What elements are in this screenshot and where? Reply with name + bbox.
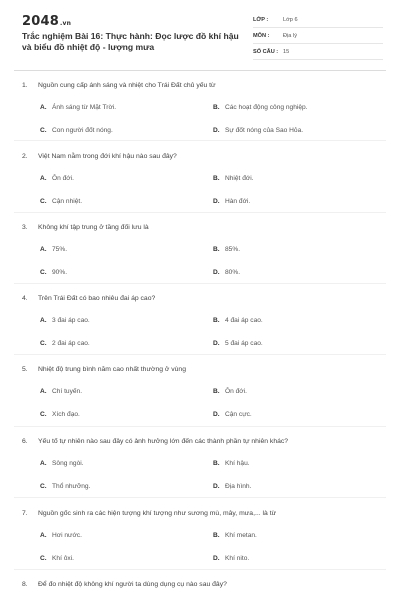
option-text: Sông ngòi. xyxy=(52,460,84,467)
question-stem: Nhiệt độ trung bình năm cao nhất thường ở vùng xyxy=(38,366,186,373)
option-letter: D. xyxy=(213,127,220,134)
meta-row-subject xyxy=(253,28,383,44)
question-number: 2. xyxy=(22,153,28,160)
option-d[interactable] xyxy=(213,127,303,134)
question-text xyxy=(22,153,382,160)
option-text: Nhiệt đới. xyxy=(225,175,254,182)
question-stem: Nguồn gốc sinh ra các hiện tượng khí tượng như sương mù, mây, mưa,... là từ xyxy=(38,510,277,517)
question-stem: Nguồn cung cấp ánh sáng và nhiệt cho Trái Đất chủ yếu từ xyxy=(38,82,216,89)
option-letter: B. xyxy=(213,388,220,395)
question-number: 7. xyxy=(22,510,28,517)
meta-row-grade xyxy=(253,12,383,28)
question-stem: Yếu tố tự nhiên nào sau đây có ảnh hưởng lớn đến các thành phần tự nhiên khác? xyxy=(38,438,289,445)
option-text: 5 đai áp cao. xyxy=(225,340,263,347)
option-d[interactable] xyxy=(213,269,240,276)
question-divider xyxy=(14,497,386,498)
meta-row-count xyxy=(253,44,383,60)
option-letter: B. xyxy=(213,175,220,182)
site-logo[interactable] xyxy=(22,14,71,29)
option-letter: C. xyxy=(40,483,47,490)
option-a[interactable] xyxy=(40,388,82,395)
option-letter: D. xyxy=(213,198,220,205)
option-text: Khí ôxi. xyxy=(52,555,74,562)
question-stem: Để đo nhiệt độ không khí người ta dùng dụng cụ nào sau đây? xyxy=(38,581,227,588)
option-letter: B. xyxy=(213,317,220,324)
header-divider xyxy=(14,70,386,71)
logo-text: 2048 xyxy=(22,14,59,29)
option-text: Chí tuyến. xyxy=(52,388,83,395)
question-number: 3. xyxy=(22,224,28,231)
option-b[interactable] xyxy=(213,460,250,467)
option-d[interactable] xyxy=(213,411,252,418)
option-text: Khí hậu. xyxy=(225,460,250,467)
option-letter: C. xyxy=(40,555,47,562)
question-text xyxy=(22,295,382,302)
option-text: Hàn đới. xyxy=(225,198,251,205)
option-a[interactable] xyxy=(40,532,82,539)
option-c[interactable] xyxy=(40,127,113,134)
question-divider xyxy=(14,569,386,570)
option-letter: B. xyxy=(213,246,220,253)
option-text: Con người đốt nóng. xyxy=(52,127,113,134)
meta-value: Địa lý xyxy=(283,32,297,39)
question-number: 5. xyxy=(22,366,28,373)
option-letter: D. xyxy=(213,555,220,562)
option-letter: A. xyxy=(40,317,47,324)
option-a[interactable] xyxy=(40,460,84,467)
option-b[interactable] xyxy=(213,317,263,324)
question-text xyxy=(22,510,382,517)
option-text: 80%. xyxy=(225,269,241,276)
option-text: Ôn đới. xyxy=(52,175,74,182)
option-a[interactable] xyxy=(40,317,90,324)
option-d[interactable] xyxy=(213,198,250,205)
option-text: 75%. xyxy=(52,246,68,253)
option-letter: C. xyxy=(40,340,47,347)
question-divider xyxy=(14,140,386,141)
option-c[interactable] xyxy=(40,411,80,418)
option-text: 4 đai áp cao. xyxy=(225,317,263,324)
option-letter: C. xyxy=(40,269,47,276)
option-letter: A. xyxy=(40,388,47,395)
meta-value: 15 xyxy=(283,48,290,55)
logo-suffix: .vn xyxy=(59,20,72,27)
option-text: Hơi nước. xyxy=(52,532,82,539)
option-c[interactable] xyxy=(40,269,67,276)
option-text: Cận nhiệt. xyxy=(52,198,83,205)
option-letter: D. xyxy=(213,483,220,490)
option-text: 2 đai áp cao. xyxy=(52,340,90,347)
option-letter: A. xyxy=(40,175,47,182)
option-text: Ôn đới. xyxy=(225,388,247,395)
question-number: 1. xyxy=(22,82,28,89)
option-text: 85%. xyxy=(225,246,241,253)
option-letter: C. xyxy=(40,127,47,134)
meta-key: LỚP : xyxy=(253,16,269,23)
option-d[interactable] xyxy=(213,483,251,490)
question-divider xyxy=(14,283,386,284)
question-divider xyxy=(14,426,386,427)
option-a[interactable] xyxy=(40,175,74,182)
option-c[interactable] xyxy=(40,198,82,205)
option-letter: C. xyxy=(40,411,47,418)
meta-value: Lớp 6 xyxy=(283,16,298,23)
question-stem: Trên Trái Đất có bao nhiêu đai áp cao? xyxy=(38,295,156,302)
option-text: Cận cực. xyxy=(225,411,252,418)
meta-key: SỐ CÂU : xyxy=(253,48,279,55)
option-letter: D. xyxy=(213,340,220,347)
option-letter: D. xyxy=(213,269,220,276)
option-b[interactable] xyxy=(213,246,240,253)
question-number: 8. xyxy=(22,581,28,588)
option-text: Địa hình. xyxy=(225,483,252,490)
question-text xyxy=(22,438,382,445)
page-title: Trắc nghiệm Bài 16: Thực hành: Đọc lược đồ khí hậu và biểu đồ nhiệt độ - lượng mưa xyxy=(22,31,239,52)
option-d[interactable] xyxy=(213,555,249,562)
option-text: Các hoạt động công nghiệp. xyxy=(225,104,308,111)
question-text xyxy=(22,581,382,588)
quiz-meta xyxy=(253,12,383,60)
option-b[interactable] xyxy=(213,175,254,182)
question-stem: Không khí tập trung ở tầng đối lưu là xyxy=(38,224,149,231)
option-letter: A. xyxy=(40,532,47,539)
option-b[interactable] xyxy=(213,388,247,395)
option-text: Xích đạo. xyxy=(52,411,80,418)
option-text: Thổ nhưỡng. xyxy=(52,483,91,490)
option-letter: A. xyxy=(40,104,47,111)
option-b[interactable] xyxy=(213,532,257,539)
option-b[interactable] xyxy=(213,104,308,111)
option-d[interactable] xyxy=(213,340,263,347)
option-letter: A. xyxy=(40,460,47,467)
question-stem: Việt Nam nằm trong đới khí hậu nào sau đây? xyxy=(38,153,177,160)
question-text xyxy=(22,366,382,373)
option-text: Ánh sáng từ Mặt Trời. xyxy=(52,104,117,111)
option-letter: A. xyxy=(40,246,47,253)
option-c[interactable] xyxy=(40,483,90,490)
option-letter: B. xyxy=(213,460,220,467)
option-letter: B. xyxy=(213,104,220,111)
question-number: 4. xyxy=(22,295,28,302)
option-letter: D. xyxy=(213,411,220,418)
question-text xyxy=(22,82,382,89)
option-text: Khí metan. xyxy=(225,532,257,539)
page-header xyxy=(0,0,400,70)
question-number: 6. xyxy=(22,438,28,445)
meta-key: MÔN : xyxy=(253,32,270,39)
option-letter: C. xyxy=(40,198,47,205)
option-text: Sự đốt nóng của Sao Hỏa. xyxy=(225,127,304,134)
option-a[interactable] xyxy=(40,104,116,111)
question-text xyxy=(22,224,382,231)
option-text: Khí nito. xyxy=(225,555,250,562)
question-divider xyxy=(14,354,386,355)
option-c[interactable] xyxy=(40,555,74,562)
question-divider xyxy=(14,212,386,213)
option-text: 90%. xyxy=(52,269,68,276)
option-text: 3 đai áp cao. xyxy=(52,317,90,324)
option-c[interactable] xyxy=(40,340,90,347)
option-a[interactable] xyxy=(40,246,67,253)
option-letter: B. xyxy=(213,532,220,539)
